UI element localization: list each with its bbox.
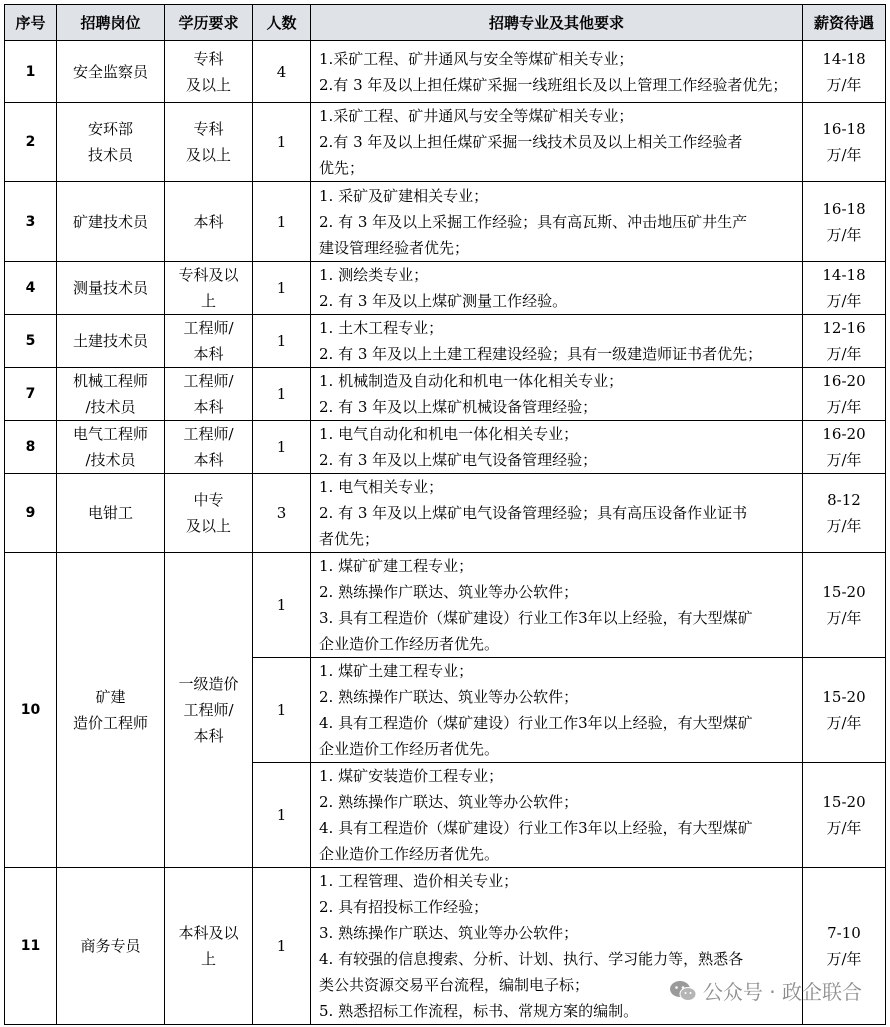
header-salary: 薪资待遇 — [803, 5, 886, 41]
education-requirement — [165, 315, 253, 368]
requirements-line: 1. 煤矿土建工程专业； — [319, 662, 474, 680]
recruitment-table — [4, 4, 886, 1025]
education-requirement — [165, 474, 253, 553]
education-requirement — [165, 41, 253, 103]
header-post: 招聘岗位 — [57, 5, 165, 41]
headcount: 1 — [253, 421, 311, 474]
header-no: 序号 — [5, 5, 57, 41]
requirements — [311, 658, 803, 763]
requirements-line: 2. 有 3 年及以上煤矿测量工作经验。 — [319, 292, 568, 310]
education-requirement-line: 上 — [200, 292, 216, 310]
requirements-line: 1. 电气自动化和机电一体化相关专业； — [319, 425, 579, 443]
requirements — [311, 368, 803, 421]
education-requirement-line: 及以上 — [185, 75, 231, 94]
requirements-line: 优先； — [319, 159, 365, 177]
requirements-line: 3. 具有工程造价（煤矿建设）行业工作3年以上经验，有大型煤矿 — [319, 609, 753, 627]
table-row — [5, 41, 886, 103]
row-number: 11 — [5, 868, 57, 1025]
job-title — [57, 553, 165, 868]
requirements — [311, 553, 803, 658]
salary-line: 12-16 — [822, 319, 866, 337]
salary-line: 16-20 — [822, 425, 866, 443]
table-header-row — [5, 5, 886, 41]
education-requirement-line: 上 — [200, 950, 216, 968]
salary-line: 万/年 — [826, 950, 862, 968]
table-row — [5, 103, 886, 182]
salary — [803, 421, 886, 474]
requirements — [311, 182, 803, 262]
requirements-line: 1. 电气相关专业； — [319, 478, 444, 496]
requirements-line: 类公共资源交易平台流程，编制电子标； — [319, 976, 590, 994]
education-requirement-line: 本科 — [193, 345, 224, 363]
requirements-line: 2. 有 3 年及以上煤矿机械设备管理经验； — [319, 398, 598, 416]
education-requirement-line: 及以上 — [185, 517, 231, 535]
education-requirement-line: 工程师/ — [183, 425, 234, 443]
job-title — [57, 182, 165, 262]
job-title-line: 技术员 — [87, 146, 133, 164]
requirements-line: 1. 机械制造及自动化和机电一体化相关专业； — [319, 372, 624, 390]
salary-line: 万/年 — [826, 75, 862, 94]
education-requirement-line: 本科 — [193, 212, 224, 231]
salary — [803, 368, 886, 421]
row-number: 9 — [5, 474, 57, 553]
header-count: 人数 — [253, 5, 311, 41]
watermark-text: 公众号 · 政企联合 — [702, 980, 862, 1004]
salary-line: 万/年 — [826, 292, 862, 310]
salary-line: 万/年 — [826, 398, 862, 416]
job-title-line: 造价工程师 — [72, 714, 148, 732]
salary-line: 万/年 — [826, 609, 862, 627]
requirements-line: 2.有 3 年及以上担任煤矿采掘一线班组长及以上管理工作经验者优先； — [319, 75, 788, 94]
job-title — [57, 474, 165, 553]
education-requirement-line: 本科 — [193, 451, 224, 469]
job-title-line: 测量技术员 — [72, 279, 148, 297]
requirements-line: 1.采矿工程、矿井通风与安全等煤矿相关专业； — [319, 49, 634, 68]
salary-line: 万/年 — [826, 225, 862, 244]
requirements-line: 2. 熟练操作广联达、筑业等办公软件； — [319, 793, 579, 811]
education-requirement — [165, 553, 253, 868]
requirements — [311, 262, 803, 315]
requirements-line: 企业造价工作经历者优先。 — [319, 845, 500, 863]
requirements-line: 2. 有 3 年及以上煤矿电气设备管理经验；具有高压设备作业证书 — [319, 504, 748, 522]
education-requirement — [165, 421, 253, 474]
header-education: 学历要求 — [165, 5, 253, 41]
education-requirement — [165, 368, 253, 421]
education-requirement — [165, 182, 253, 262]
salary — [803, 763, 886, 868]
requirements-line: 4. 有较强的信息搜索、分析、计划、执行、学习能力等，熟悉各 — [319, 950, 744, 968]
table-row — [5, 262, 886, 315]
job-title-line: 安环部 — [87, 120, 133, 138]
headcount: 4 — [253, 41, 311, 103]
header-requirements: 招聘专业及其他要求 — [311, 5, 803, 41]
job-title-line: 安全监察员 — [72, 62, 148, 81]
requirements — [311, 103, 803, 182]
requirements-line: 企业造价工作经历者优先。 — [319, 635, 500, 653]
table-row — [5, 368, 886, 421]
watermark — [669, 976, 862, 1005]
salary — [803, 41, 886, 103]
job-title-line: 矿建技术员 — [72, 212, 148, 231]
table-row — [5, 421, 886, 474]
salary-line: 16-18 — [822, 199, 866, 218]
salary — [803, 182, 886, 262]
job-title — [57, 868, 165, 1025]
row-number: 2 — [5, 103, 57, 182]
requirements-line: 建设管理经验者优先； — [319, 238, 470, 257]
education-requirement-line: 工程师/ — [183, 372, 234, 390]
headcount: 1 — [253, 315, 311, 368]
salary-line: 15-20 — [822, 688, 866, 706]
salary-line: 万/年 — [826, 714, 862, 732]
job-title-line: /技术员 — [85, 451, 136, 469]
salary-line: 7-10 — [827, 924, 861, 942]
table-row — [5, 315, 886, 368]
headcount: 1 — [253, 763, 311, 868]
salary-line: 16-20 — [822, 372, 866, 390]
education-requirement-line: 工程师/ — [183, 319, 234, 337]
job-title-line: 机械工程师 — [72, 372, 148, 390]
salary — [803, 553, 886, 658]
table-row — [5, 553, 886, 658]
row-number: 7 — [5, 368, 57, 421]
education-requirement-line: 专科及以 — [178, 266, 239, 284]
job-title-line: 土建技术员 — [72, 332, 148, 350]
row-number: 4 — [5, 262, 57, 315]
requirements-line: 2.有 3 年及以上担任煤矿采掘一线技术员及以上相关工作经验者 — [319, 133, 743, 151]
requirements-line: 1. 测绘类专业； — [319, 266, 429, 284]
salary — [803, 474, 886, 553]
requirements-line: 1. 煤矿安装造价工程专业； — [319, 767, 504, 785]
job-title — [57, 103, 165, 182]
education-requirement-line: 专科 — [193, 49, 224, 68]
salary-line: 万/年 — [826, 819, 862, 837]
requirements-line: 1. 煤矿矿建工程专业； — [319, 557, 474, 575]
requirements-line: 4. 具有工程造价（煤矿建设）行业工作3年以上经验，有大型煤矿 — [319, 714, 753, 732]
row-number: 8 — [5, 421, 57, 474]
job-title-line: 矿建 — [95, 688, 126, 706]
salary — [803, 658, 886, 763]
salary-line: 15-20 — [822, 583, 866, 601]
wechat-icon — [669, 980, 697, 1002]
salary — [803, 103, 886, 182]
requirements-line: 2. 有 3 年及以上采掘工作经验；具有高瓦斯、冲击地压矿井生产 — [319, 212, 748, 231]
requirements-line: 5. 熟悉招标工作流程，标书、常规方案的编制。 — [319, 1002, 639, 1020]
salary-line: 8-12 — [827, 491, 861, 509]
row-number: 1 — [5, 41, 57, 103]
headcount: 1 — [253, 868, 311, 1025]
salary-line: 15-20 — [822, 793, 866, 811]
requirements-line: 2. 有 3 年及以上煤矿电气设备管理经验； — [319, 451, 598, 469]
headcount: 1 — [253, 262, 311, 315]
education-requirement — [165, 868, 253, 1025]
education-requirement-line: 一级造价 — [178, 675, 239, 693]
job-title-line: 电气工程师 — [72, 425, 148, 443]
job-title — [57, 315, 165, 368]
requirements-line: 1.采矿工程、矿井通风与安全等煤矿相关专业； — [319, 107, 634, 125]
requirements — [311, 421, 803, 474]
job-title — [57, 41, 165, 103]
headcount: 1 — [253, 182, 311, 262]
salary — [803, 315, 886, 368]
salary-line: 万/年 — [826, 517, 862, 535]
education-requirement-line: 工程师/ — [183, 701, 234, 719]
education-requirement-line: 本科及以 — [178, 924, 239, 942]
headcount: 1 — [253, 368, 311, 421]
salary — [803, 262, 886, 315]
requirements-line: 2. 具有招投标工作经验； — [319, 898, 489, 916]
requirements — [311, 315, 803, 368]
salary-line: 16-18 — [822, 120, 866, 138]
job-title-line: 商务专员 — [80, 937, 141, 955]
requirements-line: 者优先； — [319, 530, 380, 548]
job-title-line: 电钳工 — [87, 504, 133, 522]
headcount: 1 — [253, 553, 311, 658]
job-title — [57, 421, 165, 474]
headcount: 1 — [253, 658, 311, 763]
job-title — [57, 262, 165, 315]
education-requirement-line: 专科 — [193, 120, 224, 138]
salary-line: 万/年 — [826, 345, 862, 363]
row-number: 10 — [5, 553, 57, 868]
headcount: 1 — [253, 103, 311, 182]
education-requirement-line: 中专 — [193, 491, 224, 509]
requirements-line: 1. 土木工程专业； — [319, 319, 444, 337]
requirements-line: 2. 熟练操作广联达、筑业等办公软件； — [319, 688, 579, 706]
requirements-line: 企业造价工作经历者优先。 — [319, 740, 500, 758]
headcount: 3 — [253, 474, 311, 553]
requirements — [311, 474, 803, 553]
requirements — [311, 41, 803, 103]
row-number: 3 — [5, 182, 57, 262]
education-requirement — [165, 103, 253, 182]
education-requirement — [165, 262, 253, 315]
table-row — [5, 474, 886, 553]
salary-line: 万/年 — [826, 451, 862, 469]
table-row — [5, 182, 886, 262]
requirements-line: 3. 熟练操作广联达、筑业等办公软件； — [319, 924, 579, 942]
education-requirement-line: 本科 — [193, 727, 224, 745]
salary-line: 万/年 — [826, 146, 862, 164]
salary-line: 14-18 — [822, 49, 866, 68]
requirements-line: 1. 采矿及矿建相关专业； — [319, 186, 489, 205]
requirements-line: 2. 熟练操作广联达、筑业等办公软件； — [319, 583, 579, 601]
education-requirement-line: 及以上 — [185, 146, 231, 164]
requirements-line: 4. 具有工程造价（煤矿建设）行业工作3年以上经验，有大型煤矿 — [319, 819, 753, 837]
salary-line: 14-18 — [822, 266, 866, 284]
requirements-line: 1. 工程管理、造价相关专业； — [319, 872, 519, 890]
requirements — [311, 763, 803, 868]
job-title — [57, 368, 165, 421]
education-requirement-line: 本科 — [193, 398, 224, 416]
job-title-line: /技术员 — [85, 398, 136, 416]
requirements-line: 2. 有 3 年及以上土建工程建设经验；具有一级建造师证书者优先； — [319, 345, 763, 363]
row-number: 5 — [5, 315, 57, 368]
